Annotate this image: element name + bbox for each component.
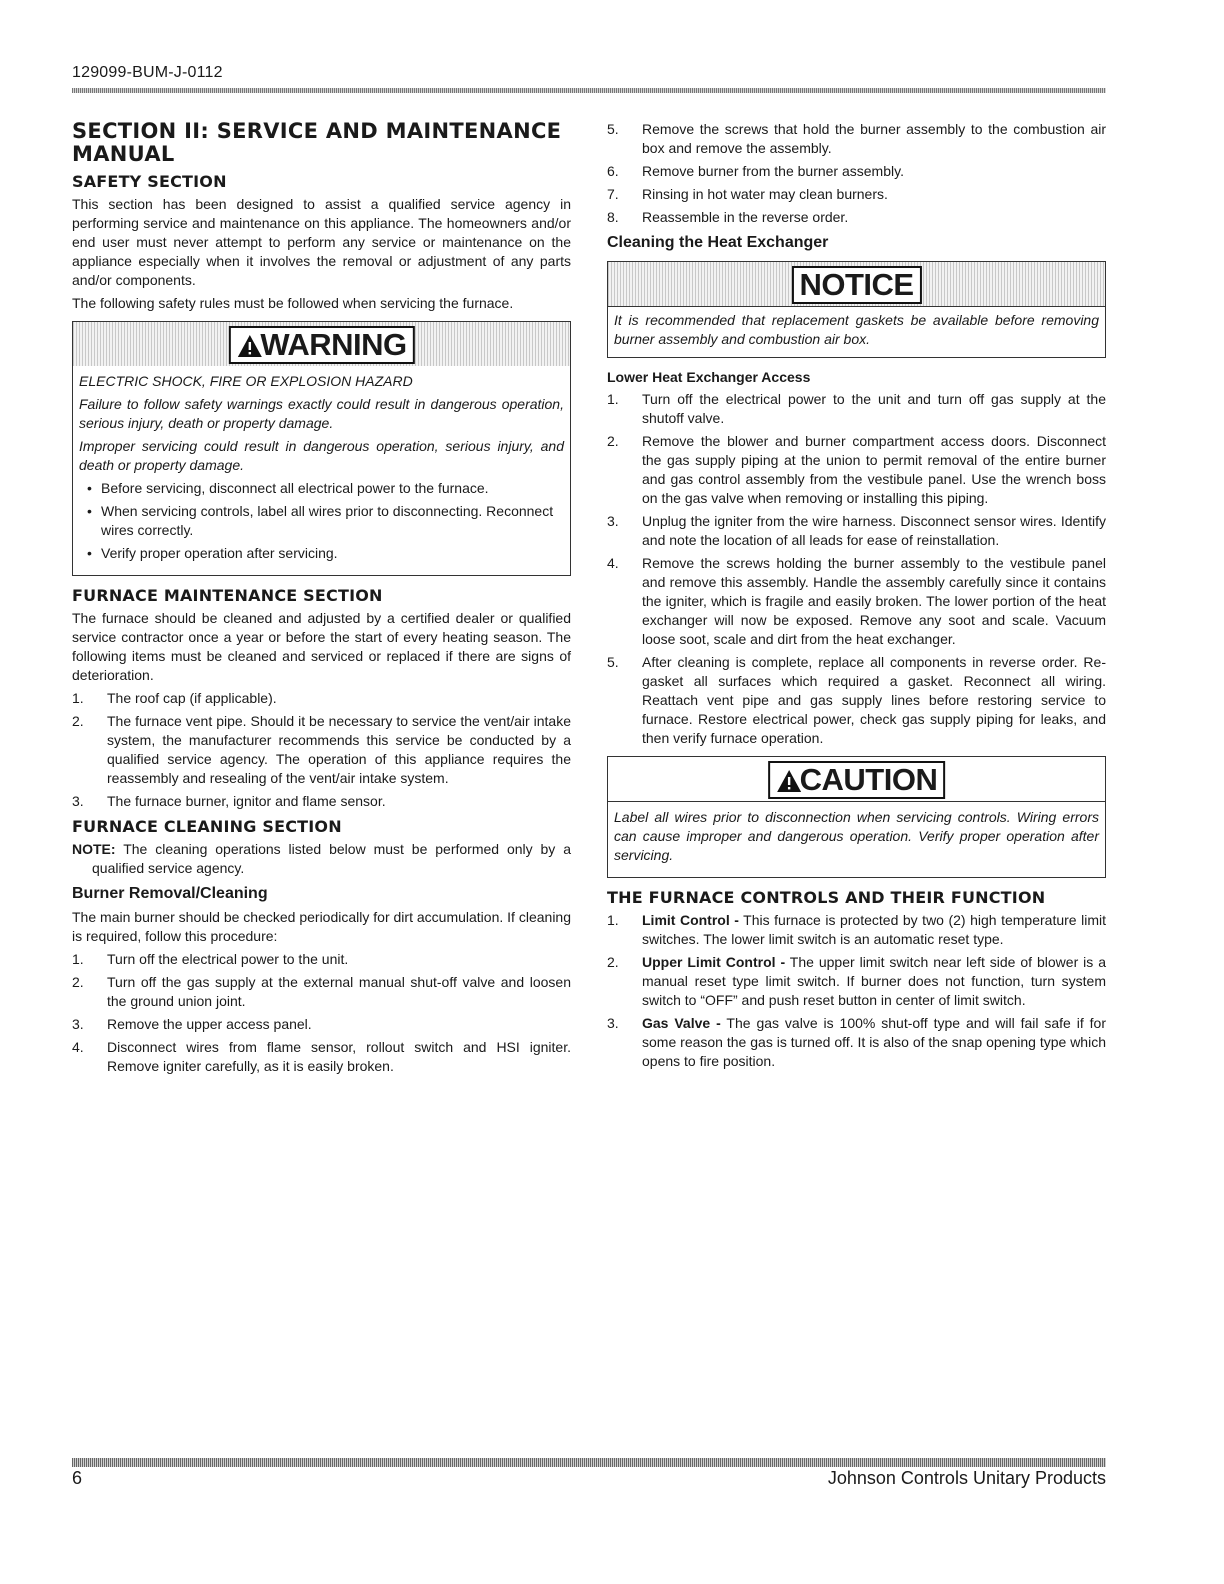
safety-heading: SAFETY SECTION bbox=[72, 172, 227, 191]
list-item: 5. After cleaning is complete, replace all components in reverse order. Re-gasket all surfaces which required a gasket. Reconnect all wiring. Reattach vent pipe and gas supply lines before restoring service to furnace. Restore electrical power, check gas supply piping for leaks, and then verify furnace operation. bbox=[607, 654, 1106, 746]
right-column bbox=[607, 120, 1106, 1075]
warning-line-1: Failure to follow safety warnings exactly could result in dangerous operation, serious injury, death or property damage. bbox=[79, 396, 564, 431]
footer-company: Johnson Controls Unitary Products bbox=[827, 1468, 1106, 1488]
list-item: 4. Remove the screws holding the burner assembly to the vestibule panel and remove this assembly. Handle the assembly carefully since it contains the igniter, which is fragile and easily broken. The lower portion of the heat exchanger will now be exposed. Remove any soot and scale. Vacuum loose soot, scale and dirt from the heat exchanger. bbox=[607, 555, 1106, 647]
notice-label: NOTICE bbox=[791, 266, 921, 304]
list-item: 2. The furnace vent pipe. Should it be necessary to service the vent/air intake system, the manufacturer recommends this service be conducted by a qualified service agency. The operation of this appliance requires the reassembly and resealing of the vent/air intake system. bbox=[72, 713, 571, 786]
notice-box bbox=[607, 261, 1106, 358]
lower-access-steps bbox=[607, 390, 1106, 748]
burner-heading: Burner Removal/Cleaning bbox=[72, 885, 268, 902]
warning-hazard: ELECTRIC SHOCK, FIRE OR EXPLOSION HAZARD bbox=[79, 373, 413, 389]
caution-text: Label all wires prior to disconnection when servicing controls. Wiring errors can cause improper and dangerous operation. Verify proper operation after servicing. bbox=[614, 809, 1099, 863]
caution-box bbox=[607, 756, 1106, 878]
section-title: SECTION II: SERVICE AND MAINTENANCE MANUAL bbox=[72, 119, 562, 166]
warning-bullet: • When servicing controls, label all wires prior to disconnecting. Reconnect wires correctly. bbox=[101, 502, 564, 540]
list-item: 1. Turn off the electrical power to the unit. bbox=[72, 951, 349, 967]
notice-text: It is recommended that replacement gaskets be available before removing burner assembly and combustion air box. bbox=[614, 312, 1099, 347]
document-number: 129099-BUM-J-0112 bbox=[72, 64, 223, 81]
warning-body bbox=[73, 366, 570, 575]
list-item: 2. Remove the blower and burner compartment access doors. Disconnect the gas supply piping at the union to permit removal of the entire burner and gas control assembly from the vestibule panel. Use the wrench boss on the gas valve when removing or installing this piping. bbox=[607, 433, 1106, 506]
list-item: 8. Reassemble in the reverse order. bbox=[607, 209, 849, 225]
cleaning-heading: FURNACE CLEANING SECTION bbox=[72, 817, 342, 836]
burner-paragraph: The main burner should be checked periodically for dirt accumulation. If cleaning is required, follow this procedure: bbox=[72, 909, 571, 944]
warning-label-text: WARNING bbox=[260, 327, 407, 362]
list-item: 1. The roof cap (if applicable). bbox=[72, 690, 277, 706]
list-item: 6. Remove burner from the burner assembly. bbox=[607, 163, 904, 179]
heat-exchanger-heading: Cleaning the Heat Exchanger bbox=[607, 234, 829, 251]
list-item: 2. Turn off the gas supply at the external manual shut-off valve and loosen the ground union joint. bbox=[72, 974, 571, 1009]
page-number: 6 bbox=[72, 1468, 83, 1488]
caution-label-text: CAUTION bbox=[799, 762, 938, 797]
notice-body bbox=[608, 306, 1105, 357]
list-item: 3. Unplug the igniter from the wire harness. Disconnect sensor wires. Identify and note the location of all leads for ease of reinstallation. bbox=[607, 513, 1106, 548]
lower-access-heading: Lower Heat Exchanger Access bbox=[607, 369, 811, 385]
list-item: 5. Remove the screws that hold the burner assembly to the combustion air box and remove the assembly. bbox=[607, 121, 1106, 156]
list-item: 3. Gas Valve - The gas valve is 100% shut-off type and will fail safe if for some reason the gas is turned off. It is also of the snap opening type which opens to fire position. bbox=[607, 1015, 1107, 1069]
maintenance-list bbox=[72, 689, 571, 811]
cleaning-note bbox=[72, 840, 571, 878]
notice-banner bbox=[608, 262, 1105, 306]
burner-steps-continued bbox=[607, 120, 1106, 227]
burner-steps bbox=[72, 950, 571, 1076]
warning-bullets bbox=[79, 479, 564, 563]
header-rule bbox=[72, 88, 1106, 93]
warning-bullet: • Verify proper operation after servicing. bbox=[101, 544, 564, 563]
caution-body bbox=[608, 801, 1105, 877]
list-item: 1. Limit Control - This furnace is protected by two (2) high temperature limit switches. The lower limit switch is an automatic reset type. bbox=[607, 912, 1106, 947]
maintenance-heading: FURNACE MAINTENANCE SECTION bbox=[72, 586, 383, 605]
list-item: 4. Disconnect wires from flame sensor, rollout switch and HSI igniter. Remove igniter carefully, as it is easily broken. bbox=[72, 1039, 571, 1074]
warning-banner bbox=[73, 322, 570, 366]
safety-paragraph: This section has been designed to assist a qualified service agency in performing service and maintenance on this appliance. The homeowners and/or end user must never attempt to perform any service or maintenance on the appliance especially when it involves the removal or adjustment of any parts and/or components. bbox=[72, 196, 571, 288]
caution-banner bbox=[608, 757, 1105, 801]
safety-rules-intro: The following safety rules must be followed when servicing the furnace. bbox=[72, 295, 514, 311]
list-item: 3. The furnace burner, ignitor and flame sensor. bbox=[72, 793, 386, 809]
caution-triangle-icon bbox=[776, 769, 802, 793]
list-item: 7. Rinsing in hot water may clean burners. bbox=[607, 186, 888, 202]
footer-rule bbox=[72, 1458, 1106, 1467]
warning-label bbox=[228, 326, 414, 364]
warning-line-2: Improper servicing could result in dangerous operation, serious injury, and death or property damage. bbox=[79, 438, 564, 473]
list-item: 1. Turn off the electrical power to the unit and turn off gas supply at the shutoff valve. bbox=[607, 391, 1106, 426]
list-item: 2. Upper Limit Control - The upper limit switch near left side of blower is a manual reset type limit switch. If burner does not function, turn system switch to “OFF” and push reset button in center of limit switch. bbox=[607, 954, 1106, 1008]
controls-list bbox=[607, 911, 1106, 1071]
caution-label bbox=[768, 761, 946, 799]
warning-triangle-icon bbox=[236, 334, 262, 358]
note-text: The cleaning operations listed below must be performed only by a qualified service agency. bbox=[92, 841, 571, 876]
controls-heading: THE FURNACE CONTROLS AND THEIR FUNCTION bbox=[607, 888, 1046, 907]
list-item: 3. Remove the upper access panel. bbox=[72, 1016, 312, 1032]
warning-box bbox=[72, 321, 571, 576]
note-label: NOTE: bbox=[72, 841, 116, 857]
maintenance-paragraph: The furnace should be cleaned and adjusted by a certified dealer or qualified service contractor once a year or before the start of every heating season. The following items must be cleaned and serviced or replaced if there are signs of deterioration. bbox=[72, 610, 571, 683]
left-column bbox=[72, 120, 571, 1080]
warning-bullet: • Before servicing, disconnect all electrical power to the furnace. bbox=[101, 479, 564, 498]
